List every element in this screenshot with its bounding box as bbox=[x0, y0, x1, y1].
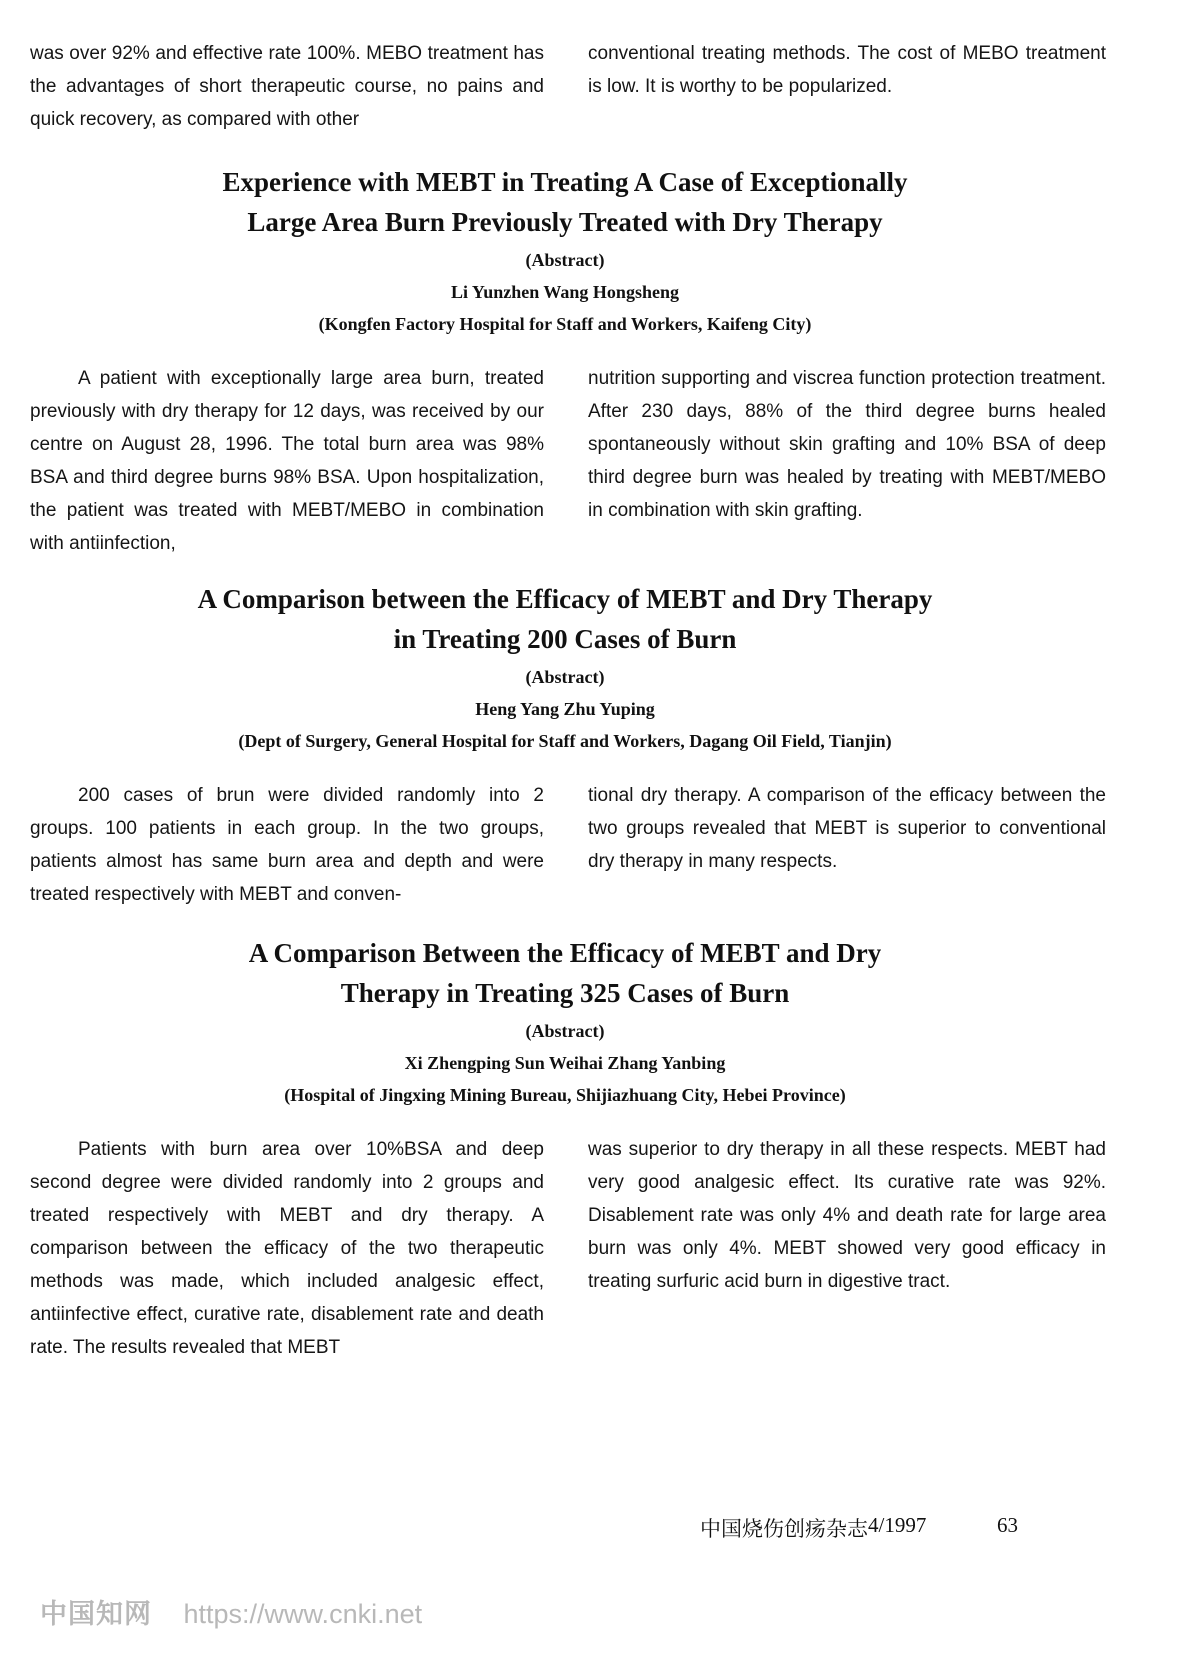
article-2-body-left bbox=[30, 779, 544, 911]
prev-article-continuation-right bbox=[588, 37, 1106, 103]
article-3-authors: Xi Zhengping Sun Weihai Zhang Yanbing bbox=[404, 1053, 726, 1073]
article-3-affiliation: (Hospital of Jingxing Mining Bureau, Shijiazhuang City, Hebei Province) bbox=[284, 1085, 846, 1105]
cnki-watermark bbox=[40, 1592, 422, 1631]
article-2-title-line-1: A Comparison between the Efficacy of MEBT and Dry Therapy bbox=[197, 584, 933, 614]
article-3-body-right bbox=[588, 1133, 1106, 1298]
journal-name: 中国烧伤创疡杂志 bbox=[700, 1517, 868, 1541]
page-number: 63 bbox=[997, 1513, 1018, 1537]
article-1-title-line-2: Large Area Burn Previously Treated with Dry Therapy bbox=[247, 207, 883, 237]
article-1-body-right bbox=[588, 362, 1106, 527]
article-3-title-line-1: A Comparison Between the Efficacy of MEBT and Dry bbox=[248, 938, 882, 968]
article-1-text-right: nutrition supporting and viscrea function protection treatment. After 230 days, 88% of the third degree burns healed spontaneously without skin grafting and 10% BSA of deep third degree burn was healed by treating with MEBT/MEBO in combination with skin grafting. bbox=[588, 368, 1106, 521]
article-3-text-right: was superior to dry therapy in all these respects. MEBT had very good analgesic effect. Its curative rate was 92%. Disablement rate was only 4% and death rate for large area burn was only 4%. MEBT showed very good efficacy in treating surfuric acid burn in digestive tract. bbox=[588, 1139, 1106, 1292]
article-3-abstract-tag: (Abstract) bbox=[525, 1021, 605, 1041]
article-2-authors: Heng Yang Zhu Yuping bbox=[475, 699, 655, 719]
article-2-text-left: 200 cases of brun were divided randomly into 2 groups. 100 patients in each group. In the two groups, patients almost has same burn area and depth and were treated respectively with MEBT and conven- bbox=[30, 785, 544, 905]
article-3-header bbox=[0, 933, 1130, 1111]
prev-article-text-left: was over 92% and effective rate 100%. MEBO treatment has the advantages of short therapeutic course, no pains and quick recovery, as compared with other bbox=[30, 43, 544, 130]
article-1-header bbox=[0, 162, 1130, 340]
article-2-text-right: tional dry therapy. A comparison of the efficacy between the two groups revealed that MEBT is superior to conventional dry therapy in many respects. bbox=[588, 785, 1106, 872]
article-2-header bbox=[0, 579, 1130, 757]
article-3-text-left: Patients with burn area over 10%BSA and deep second degree were divided randomly into 2 groups and treated respectively with MEBT and dry therapy. A comparison between the efficacy of the two therapeutic methods was made, which included analgesic effect, antiinfective effect, curative rate, disablement rate and death rate. The results revealed that MEBT bbox=[30, 1139, 544, 1358]
cnki-logo: 中国知网 bbox=[40, 1599, 152, 1629]
article-3-body-left bbox=[30, 1133, 544, 1364]
article-1-affiliation: (Kongfen Factory Hospital for Staff and Workers, Kaifeng City) bbox=[318, 314, 812, 334]
cnki-url: https://www.cnki.net bbox=[183, 1599, 423, 1629]
article-1-title-line-1: Experience with MEBT in Treating A Case of Exceptionally bbox=[222, 167, 908, 197]
article-1-authors: Li Yunzhen Wang Hongsheng bbox=[451, 282, 679, 302]
article-2-abstract-tag: (Abstract) bbox=[525, 667, 605, 687]
article-3-title-line-2: Therapy in Treating 325 Cases of Burn bbox=[340, 978, 790, 1008]
article-1-text-left: A patient with exceptionally large area burn, treated previously with dry therapy for 12 days, was received by our centre on August 28, 1996. The total burn area was 98% BSA and third degree burns 98% BSA. Upon hospitalization, the patient was treated with MEBT/MEBO in combination with antiinfection, bbox=[30, 368, 544, 554]
prev-article-text-right: conventional treating methods. The cost of MEBO treatment is low. It is worthy to be popularized. bbox=[588, 43, 1106, 97]
article-2-body-right bbox=[588, 779, 1106, 878]
journal-issue: 4/1997 bbox=[868, 1513, 927, 1537]
article-2-affiliation: (Dept of Surgery, General Hospital for Staff and Workers, Dagang Oil Field, Tianjin) bbox=[238, 731, 892, 751]
article-1-body-left bbox=[30, 362, 544, 560]
article-2-title-line-2: in Treating 200 Cases of Burn bbox=[393, 624, 737, 654]
article-1-abstract-tag: (Abstract) bbox=[525, 250, 605, 270]
prev-article-continuation-left bbox=[30, 37, 544, 136]
